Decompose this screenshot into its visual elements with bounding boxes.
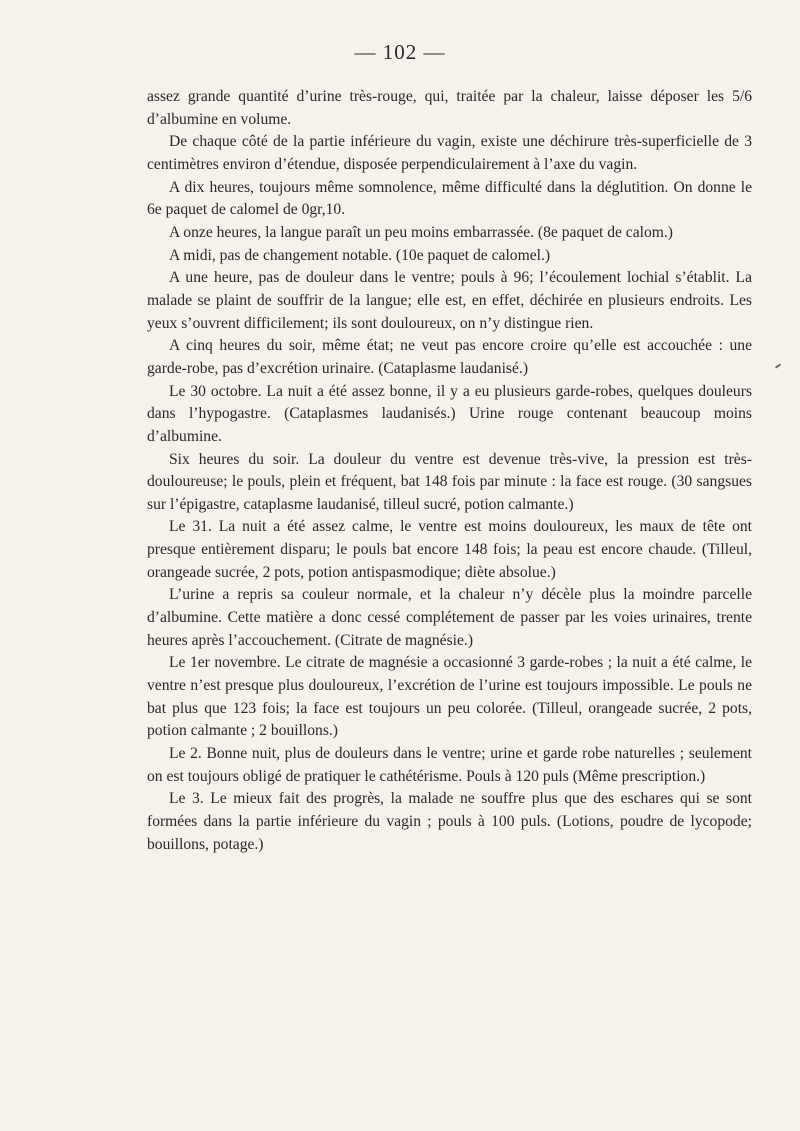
paragraph: Le 31. La nuit a été assez calme, le ventre est moins douloureux, les maux de tête ont presque entièrement disparu; le pouls bat encore 148 fois; la peau est encore chaude. (Tilleul, orangeade sucrée, 2 pots, potion antispasmodique; diète absolue.) [147,518,752,581]
paragraph: A onze heures, la langue paraît un peu moins embarrassée. (8e paquet de calom.) [169,223,674,241]
paragraph: Le 1er novembre. Le citrate de magnésie a occasionné 3 garde-robes ; la nuit a été calme, le ventre n’est presque plus douloureux, l’excrétion de l’urine est toujours impossible. Le pouls ne bat plus que 123 fois; la face est toujours un peu colorée. (Tilleul, orangeade sucrée, 2 pots, potion calmante ; 2 bouillons.) [147,654,752,740]
paragraph: A une heure, pas de douleur dans le ventre; pouls à 96; l’écoulement lochial s’établit. La malade se plaint de souffrir de la langue; elle est, en effet, déchirée en plusieurs endroits. Les yeux s’ouvrent difficilement; ils sont douloureux, on n’y distingue rien. [147,269,752,332]
page-number: — 102 — [354,40,446,64]
paragraph: Six heures du soir. La douleur du ventre est devenue très-vive, la pression est très-douloureuse; le pouls, plein et fréquent, bat 148 fois par minute : la face est rouge. (30 sangsues sur l’épigastre, cataplasme laudanisé, tilleul sucré, potion calmante.) [147,450,752,513]
paragraph: A midi, pas de changement notable. (10e paquet de calomel.) [169,246,551,264]
paragraph: A dix heures, toujours même somnolence, même difficulté dans la déglutition. On donne le 6e paquet de calomel de 0gr,10. [147,178,752,219]
margin-mark [775,363,781,368]
paragraph: A cinq heures du soir, même état; ne veut pas encore croire qu’elle est accouchée : une garde-robe, pas d’excrétion urinaire. (Cataplasme laudanisé.) [147,337,752,377]
paragraph: assez grande quantité d’urine très-rouge, qui, traitée par la chaleur, laisse déposer les 5/6 d’albumine en volume. [147,88,752,128]
paragraph: Le 2. Bonne nuit, plus de douleurs dans le ventre; urine et garde robe naturelles ; seulement on est toujours obligé de pratiquer le cathétérisme. Pouls à 120 puls (Même prescription.) [147,745,752,785]
page-body [147,86,752,856]
paragraph: Le 30 octobre. La nuit a été assez bonne, il y a eu plusieurs garde-robes, quelques douleurs dans l’hypogastre. (Cataplasmes laudanisés.) Urine rouge contenant beaucoup moins d’albumine. [147,382,752,445]
paragraph: L’urine a repris sa couleur normale, et la chaleur n’y décèle plus la moindre parcelle d’albumine. Cette matière a donc cessé complétement de passer par les voies urinaires, trente heures après l’accouchement. (Citrate de magnésie.) [147,586,752,649]
paragraph: Le 3. Le mieux fait des progrès, la malade ne souffre plus que des eschares qui se sont formées dans la partie inférieure du vagin ; pouls à 100 puls. (Lotions, poudre de lycopode; bouillons, potage.) [147,790,752,853]
paragraph: De chaque côté de la partie inférieure du vagin, existe une déchirure très-superficielle de 3 centimètres environ d’étendue, disposée perpendiculairement à l’axe du vagin. [147,133,752,173]
